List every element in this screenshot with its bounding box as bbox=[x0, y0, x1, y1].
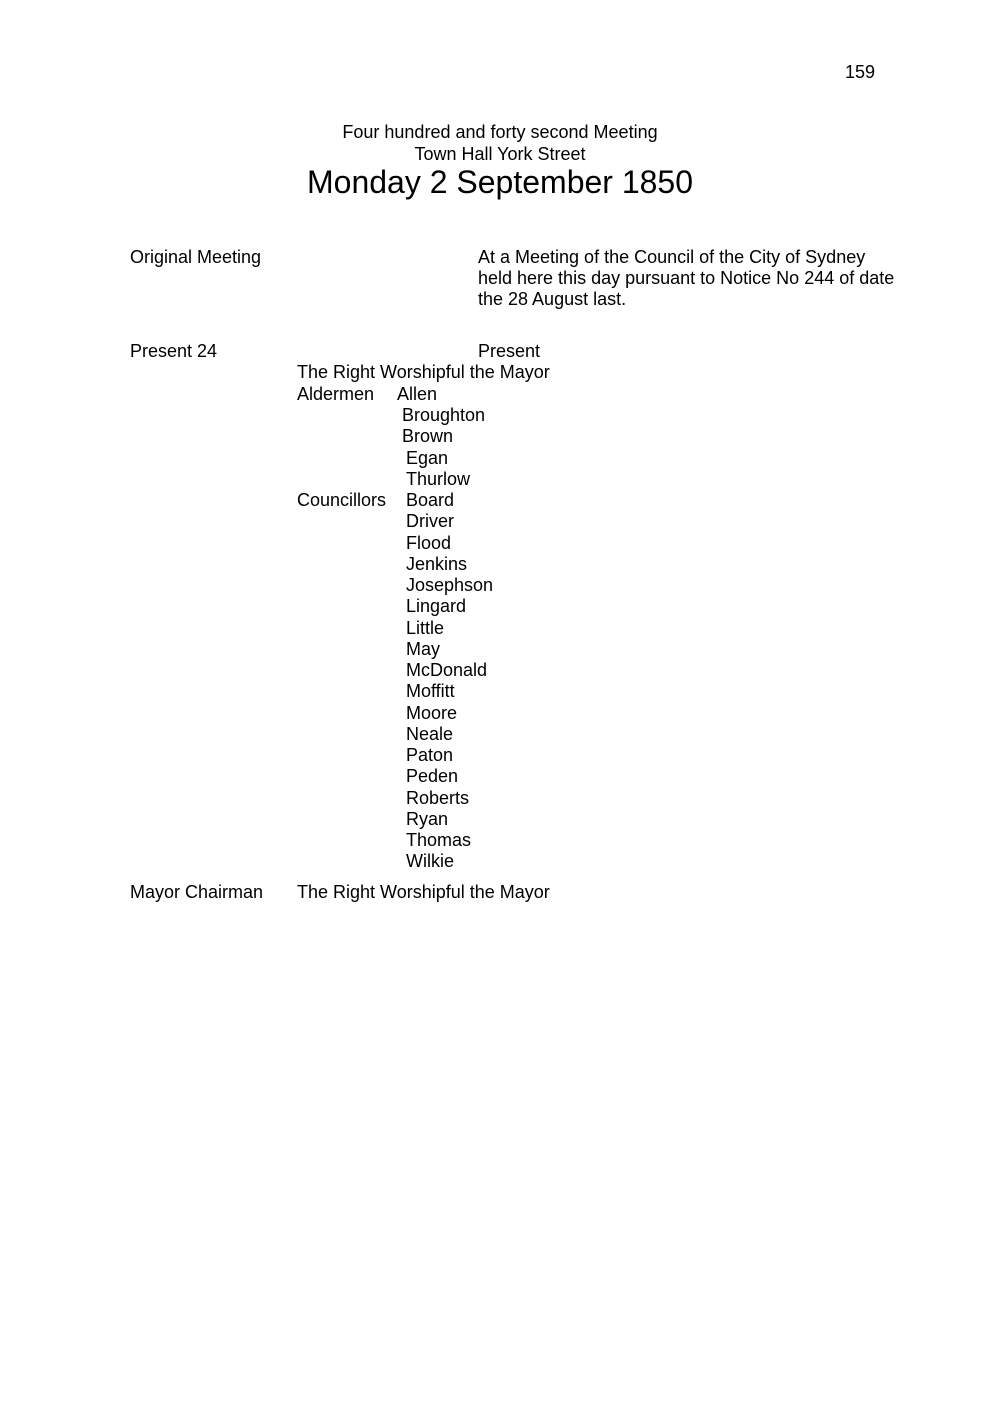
councillor-name: Thomas bbox=[406, 830, 472, 850]
meeting-location: Town Hall York Street bbox=[414, 144, 586, 164]
original-meeting-margin-label: Original Meeting bbox=[130, 247, 262, 267]
councillor-name: Flood bbox=[406, 533, 452, 553]
present-heading: Present bbox=[478, 341, 541, 361]
councillor-name: Ryan bbox=[406, 809, 449, 829]
chairman-margin-label: Mayor Chairman bbox=[130, 882, 264, 902]
councillors-label: Councillors bbox=[297, 490, 387, 510]
original-meeting-line-2: held here this day pursuant to Notice No 244 of date bbox=[478, 268, 895, 288]
alderman-name: Brown bbox=[402, 426, 454, 446]
councillor-name: Roberts bbox=[406, 788, 470, 808]
councillor-name: Peden bbox=[406, 766, 459, 786]
mayor-present: The Right Worshipful the Mayor bbox=[297, 362, 550, 382]
councillor-name: May bbox=[406, 639, 441, 659]
councillor-name: Driver bbox=[406, 511, 454, 531]
councillor-name: Moore bbox=[406, 703, 458, 723]
alderman-name: Allen bbox=[397, 384, 438, 404]
alderman-name: Egan bbox=[406, 448, 449, 468]
present-count-margin-label: Present 24 bbox=[130, 341, 218, 361]
meeting-date: Monday 2 September 1850 bbox=[306, 164, 694, 200]
councillor-name: Neale bbox=[406, 724, 454, 744]
original-meeting-line-1: At a Meeting of the Council of the City of Sydney bbox=[478, 247, 866, 267]
councillor-name: Lingard bbox=[406, 596, 467, 616]
alderman-name: Broughton bbox=[402, 405, 486, 425]
councillor-name: Moffitt bbox=[406, 681, 455, 701]
councillor-name: Board bbox=[406, 490, 455, 510]
alderman-name: Thurlow bbox=[406, 469, 471, 489]
page-number: 159 bbox=[845, 62, 876, 82]
councillor-name: Wilkie bbox=[406, 851, 454, 871]
aldermen-label: Aldermen bbox=[297, 384, 375, 404]
meeting-title: Four hundred and forty second Meeting bbox=[342, 122, 658, 142]
chairman-text: The Right Worshipful the Mayor bbox=[297, 882, 550, 902]
original-meeting-line-3: the 28 August last. bbox=[478, 289, 627, 309]
councillor-name: Jenkins bbox=[406, 554, 468, 574]
councillor-name: Paton bbox=[406, 745, 454, 765]
councillor-name: McDonald bbox=[406, 660, 488, 680]
councillor-name: Josephson bbox=[406, 575, 494, 595]
councillor-name: Little bbox=[406, 618, 445, 638]
